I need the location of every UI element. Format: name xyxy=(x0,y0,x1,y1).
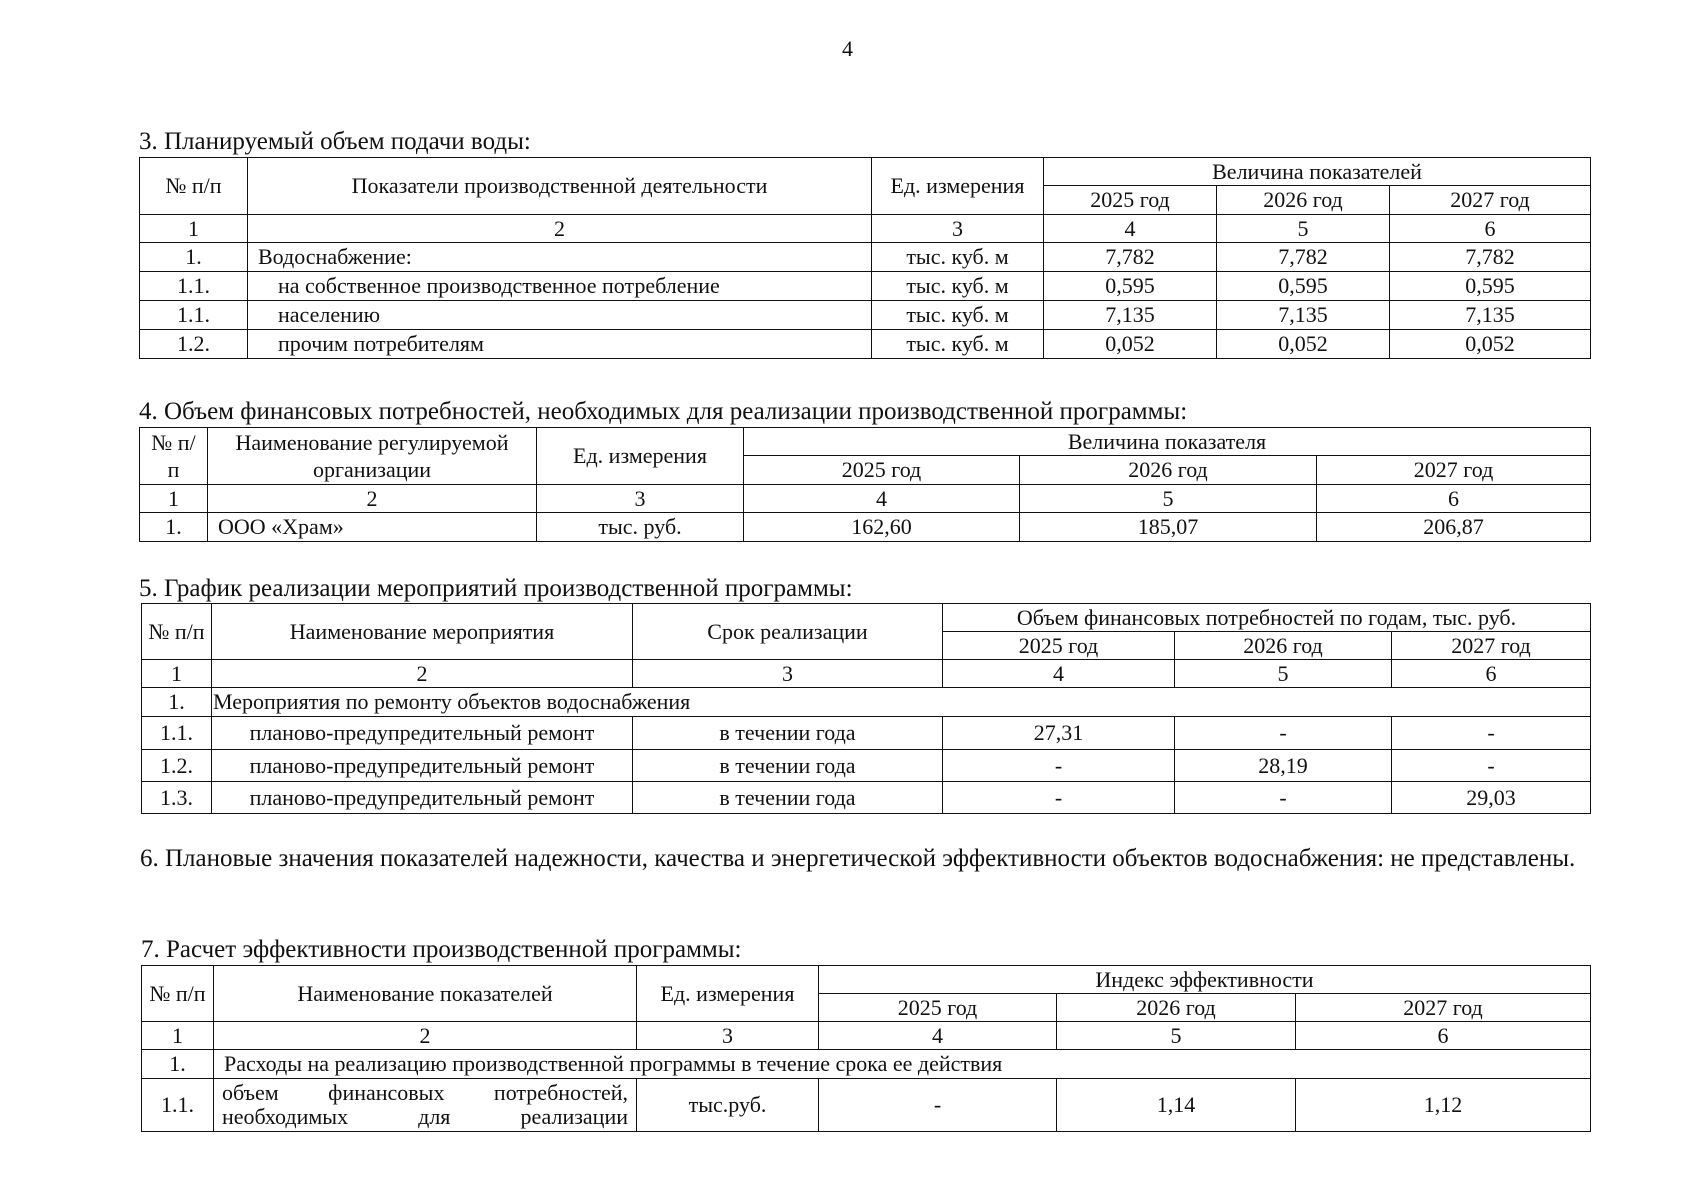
row-term: в течении года xyxy=(633,782,943,814)
header-year: 2025 год xyxy=(819,994,1057,1022)
row-value-2027: - xyxy=(1392,717,1591,750)
row-unit: тыс. куб. м xyxy=(872,330,1044,359)
row-num: 1.3. xyxy=(142,782,212,814)
header-value-group: Величина показателей xyxy=(1044,158,1591,186)
col-number: 6 xyxy=(1390,215,1591,243)
row-value-2027: 0,052 xyxy=(1390,330,1591,359)
col-number: 6 xyxy=(1296,1022,1591,1050)
table-row xyxy=(140,243,1591,272)
table-row xyxy=(140,330,1591,359)
activities-schedule-table xyxy=(141,603,1591,814)
row-value-2026: 0,052 xyxy=(1217,330,1390,359)
header-year: 2025 год xyxy=(744,456,1020,485)
row-term: в течении года xyxy=(633,750,943,782)
row-value-2026: 1,14 xyxy=(1057,1079,1296,1132)
col-number: 1 xyxy=(142,660,212,688)
row-unit: тыс. руб. xyxy=(537,513,744,542)
col-number: 3 xyxy=(633,660,943,688)
row-num: 1.1. xyxy=(142,1079,214,1132)
section-6-text: 6. Плановые значения показателей надежности, качества и энергетической эффективности объектов водоснабжения: не представлены. xyxy=(140,845,1576,872)
table-row xyxy=(140,301,1591,330)
col-number: 5 xyxy=(1020,485,1317,513)
row-unit: тыс. куб. м xyxy=(872,301,1044,330)
col-number: 4 xyxy=(744,485,1020,513)
group-num: 1. xyxy=(142,1050,214,1079)
header-year: 2026 год xyxy=(1020,456,1317,485)
col-number: 2 xyxy=(214,1022,637,1050)
group-num: 1. xyxy=(142,688,212,717)
table-row xyxy=(142,717,1591,750)
col-number: 4 xyxy=(943,660,1175,688)
header-num: № п/п xyxy=(140,158,248,215)
row-value-2027: - xyxy=(1392,750,1591,782)
column-number-row xyxy=(140,215,1591,243)
table-row xyxy=(142,750,1591,782)
table-row xyxy=(140,272,1591,301)
row-name: населению xyxy=(248,301,872,330)
header-year: 2027 год xyxy=(1317,456,1591,485)
row-value-2025: 0,595 xyxy=(1044,272,1217,301)
header-num: № п/п xyxy=(142,966,214,1022)
row-name: Водоснабжение: xyxy=(248,243,872,272)
row-name: планово-предупредительный ремонт xyxy=(212,750,633,782)
header-unit: Ед. измерения xyxy=(537,428,744,485)
row-value-2027: 0,595 xyxy=(1390,272,1591,301)
header-value-group: Величина показателя xyxy=(744,428,1591,456)
group-row xyxy=(142,688,1591,717)
page-number: 4 xyxy=(842,36,853,61)
col-number: 4 xyxy=(1044,215,1217,243)
row-value-2026: - xyxy=(1175,782,1392,814)
header-year: 2026 год xyxy=(1175,632,1392,660)
table-row xyxy=(142,1079,1591,1132)
table-row xyxy=(142,782,1591,814)
row-value-2026: 7,135 xyxy=(1217,301,1390,330)
group-name: Расходы на реализацию производственной программы в течение срока ее действия xyxy=(214,1050,1591,1079)
col-number: 6 xyxy=(1317,485,1591,513)
row-value-2026: 7,782 xyxy=(1217,243,1390,272)
column-number-row xyxy=(142,1022,1591,1050)
column-number-row xyxy=(142,660,1591,688)
section-5-title: 5. График реализации мероприятий производственной программы: xyxy=(139,575,853,602)
col-number: 3 xyxy=(537,485,744,513)
header-term: Срок реализации xyxy=(633,604,943,660)
row-unit: тыс. куб. м xyxy=(872,243,1044,272)
col-number: 1 xyxy=(142,1022,214,1050)
row-value-2025: 7,782 xyxy=(1044,243,1217,272)
row-num: 1.1. xyxy=(142,717,212,750)
row-name: на собственное производственное потребление xyxy=(248,272,872,301)
row-value-2025: 7,135 xyxy=(1044,301,1217,330)
col-number: 5 xyxy=(1057,1022,1296,1050)
row-num: 1. xyxy=(140,243,248,272)
row-num: 1.1. xyxy=(140,272,248,301)
section-3-title: 3. Планируемый объем подачи воды: xyxy=(139,128,531,155)
row-value-2027: 7,135 xyxy=(1390,301,1591,330)
efficiency-calculation-table xyxy=(141,965,1591,1132)
col-number: 5 xyxy=(1175,660,1392,688)
header-year: 2027 год xyxy=(1296,994,1591,1022)
row-name: планово-предупредительный ремонт xyxy=(212,782,633,814)
header-num: № п/п xyxy=(142,604,212,660)
row-value-2026: 185,07 xyxy=(1020,513,1317,542)
section-4-title: 4. Объем финансовых потребностей, необходимых для реализации производственной программы: xyxy=(139,398,1188,425)
col-number: 1 xyxy=(140,485,208,513)
col-number: 6 xyxy=(1392,660,1591,688)
header-unit: Ед. измерения xyxy=(872,158,1044,215)
col-number: 3 xyxy=(872,215,1044,243)
row-unit: тыс. куб. м xyxy=(872,272,1044,301)
row-name: объем финансовых потребностей, необходимых для реализации xyxy=(214,1079,637,1132)
group-name: Мероприятия по ремонту объектов водоснабжения xyxy=(212,688,1591,717)
col-number: 5 xyxy=(1217,215,1390,243)
row-unit: тыс.руб. xyxy=(637,1079,819,1132)
col-number: 1 xyxy=(140,215,248,243)
row-value-2026: - xyxy=(1175,717,1392,750)
row-num: 1.1. xyxy=(140,301,248,330)
col-number: 4 xyxy=(819,1022,1057,1050)
group-row xyxy=(142,1050,1591,1079)
row-value-2026: 0,595 xyxy=(1217,272,1390,301)
row-value-2025: 162,60 xyxy=(744,513,1020,542)
header-value-group: Объем финансовых потребностей по годам, тыс. руб. xyxy=(943,604,1591,632)
row-value-2027: 29,03 xyxy=(1392,782,1591,814)
row-name: ООО «Храм» xyxy=(208,513,537,542)
row-value-2025: - xyxy=(943,782,1175,814)
section-7-title: 7. Расчет эффективности производственной программы: xyxy=(141,936,742,963)
row-num: 1. xyxy=(140,513,208,542)
header-unit: Ед. измерения xyxy=(637,966,819,1022)
header-name: Наименование мероприятия xyxy=(212,604,633,660)
header-indicator: Показатели производственной деятельности xyxy=(248,158,872,215)
row-value-2025: - xyxy=(943,750,1175,782)
header-year: 2025 год xyxy=(1044,186,1217,215)
row-num: 1.2. xyxy=(142,750,212,782)
col-number: 2 xyxy=(212,660,633,688)
row-value-2026: 28,19 xyxy=(1175,750,1392,782)
row-term: в течении года xyxy=(633,717,943,750)
row-value-2027: 206,87 xyxy=(1317,513,1591,542)
row-name: прочим потребителям xyxy=(248,330,872,359)
col-number: 3 xyxy=(637,1022,819,1050)
table-row xyxy=(140,513,1591,542)
column-number-row xyxy=(140,485,1591,513)
row-value-2025: - xyxy=(819,1079,1057,1132)
header-value-group: Индекс эффективности xyxy=(819,966,1591,994)
header-org: Наименование регулируемой организации xyxy=(208,428,537,485)
col-number: 2 xyxy=(248,215,872,243)
row-value-2027: 1,12 xyxy=(1296,1079,1591,1132)
row-value-2027: 7,782 xyxy=(1390,243,1591,272)
water-supply-volume-table xyxy=(139,157,1591,359)
header-num: № п/п xyxy=(140,428,208,485)
header-year: 2025 год xyxy=(943,632,1175,660)
row-value-2025: 0,052 xyxy=(1044,330,1217,359)
row-value-2025: 27,31 xyxy=(943,717,1175,750)
financial-needs-table xyxy=(139,427,1591,542)
header-year: 2027 год xyxy=(1390,186,1591,215)
row-num: 1.2. xyxy=(140,330,248,359)
header-year: 2026 год xyxy=(1217,186,1390,215)
header-year: 2026 год xyxy=(1057,994,1296,1022)
row-name: планово-предупредительный ремонт xyxy=(212,717,633,750)
col-number: 2 xyxy=(208,485,537,513)
header-name: Наименование показателей xyxy=(214,966,637,1022)
header-year: 2027 год xyxy=(1392,632,1591,660)
